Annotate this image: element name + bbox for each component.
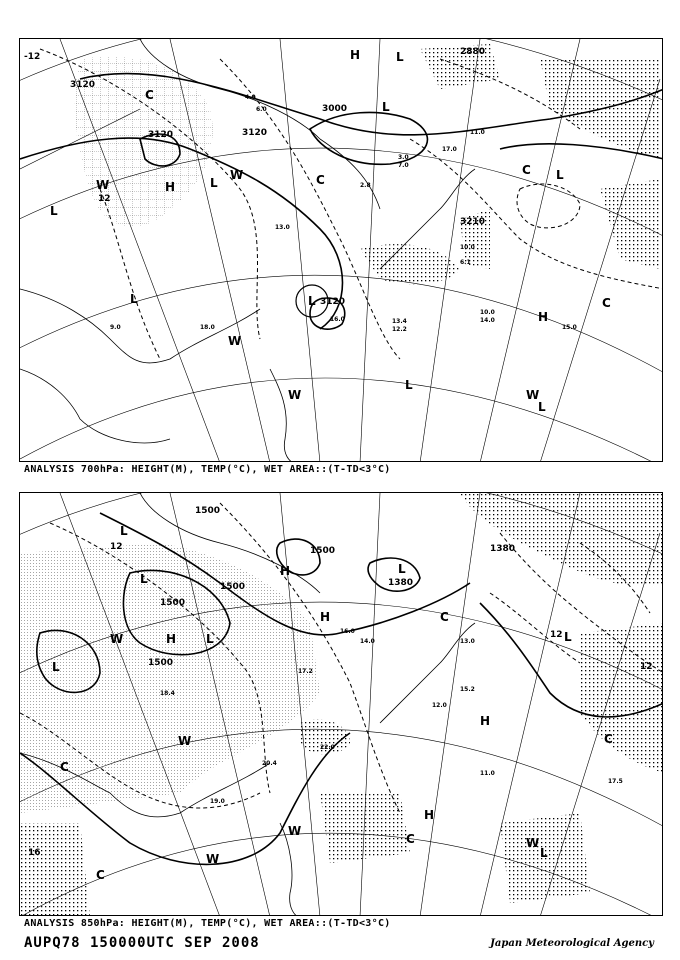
svg-text:H: H xyxy=(320,610,331,624)
svg-text:C: C xyxy=(440,610,449,624)
svg-text:3120: 3120 xyxy=(242,128,268,138)
svg-text:3120: 3120 xyxy=(70,80,96,90)
svg-text:1500: 1500 xyxy=(310,546,336,556)
svg-text:12: 12 xyxy=(640,662,653,672)
svg-text:C: C xyxy=(604,732,613,746)
svg-text:L: L xyxy=(140,572,148,586)
svg-text:1380: 1380 xyxy=(490,544,516,554)
svg-text:C: C xyxy=(60,760,69,774)
svg-text:L: L xyxy=(396,50,404,64)
svg-text:W: W xyxy=(206,852,220,866)
svg-text:H: H xyxy=(424,808,435,822)
svg-text:6.1: 6.1 xyxy=(460,259,471,266)
svg-text:L: L xyxy=(210,176,218,190)
svg-text:C: C xyxy=(316,173,325,187)
svg-text:13.4: 13.4 xyxy=(392,318,407,325)
svg-text:2880: 2880 xyxy=(460,47,486,57)
svg-text:11.0: 11.0 xyxy=(470,129,485,136)
svg-text:W: W xyxy=(230,168,244,182)
svg-text:16.0: 16.0 xyxy=(340,628,355,635)
svg-text:W: W xyxy=(526,836,540,850)
svg-text:C: C xyxy=(522,163,531,177)
svg-text:1380: 1380 xyxy=(388,578,414,588)
svg-text:W: W xyxy=(178,734,192,748)
svg-text:3.0: 3.0 xyxy=(398,154,409,161)
svg-text:L: L xyxy=(398,562,406,576)
svg-text:11.0: 11.0 xyxy=(480,770,495,777)
svg-text:L: L xyxy=(538,400,546,414)
svg-text:20.4: 20.4 xyxy=(262,760,277,767)
svg-text:1500: 1500 xyxy=(220,582,246,592)
svg-text:W: W xyxy=(526,388,540,402)
svg-text:W: W xyxy=(288,388,302,402)
svg-text:10.0: 10.0 xyxy=(480,309,495,316)
svg-text:19.0: 19.0 xyxy=(210,798,225,805)
svg-text:16: 16 xyxy=(28,848,41,858)
svg-text:L: L xyxy=(382,100,390,114)
svg-text:H: H xyxy=(480,714,491,728)
svg-text:H: H xyxy=(280,564,291,578)
svg-text:L: L xyxy=(540,846,548,860)
svg-text:12.2: 12.2 xyxy=(392,326,407,333)
svg-text:L: L xyxy=(130,292,138,306)
caption-700hpa: ANALYSIS 700hPa: HEIGHT(M), TEMP(°C), WET AREA::(T-TD<3°C) xyxy=(24,464,391,475)
svg-text:17.5: 17.5 xyxy=(608,778,623,785)
svg-text:L: L xyxy=(52,660,60,674)
svg-text:7.0: 7.0 xyxy=(398,162,409,169)
svg-text:-12: -12 xyxy=(24,52,41,62)
svg-text:12: 12 xyxy=(550,630,563,640)
svg-text:C: C xyxy=(406,832,415,846)
svg-text:14.0: 14.0 xyxy=(360,638,375,645)
svg-text:3210: 3210 xyxy=(460,217,486,227)
svg-text:C: C xyxy=(602,296,611,310)
svg-text:13.0: 13.0 xyxy=(275,224,290,231)
svg-text:17.0: 17.0 xyxy=(442,146,457,153)
svg-text:H: H xyxy=(538,310,549,324)
svg-text:L: L xyxy=(120,524,128,538)
svg-text:C: C xyxy=(145,88,154,102)
svg-text:18.4: 18.4 xyxy=(160,690,175,697)
svg-text:18.0: 18.0 xyxy=(200,324,215,331)
svg-text:9.0: 9.0 xyxy=(110,324,121,331)
svg-text:L: L xyxy=(206,632,214,646)
svg-text:W: W xyxy=(96,178,110,192)
svg-text:17.2: 17.2 xyxy=(298,668,313,675)
svg-text:10.0: 10.0 xyxy=(460,244,475,251)
svg-text:H: H xyxy=(165,180,176,194)
svg-text:L: L xyxy=(308,294,316,308)
svg-text:L: L xyxy=(564,630,572,644)
chart-code: AUPQ78 150000UTC SEP 2008 xyxy=(24,935,260,951)
weather-map-850hpa xyxy=(20,493,663,916)
svg-text:1500: 1500 xyxy=(160,598,186,608)
svg-text:W: W xyxy=(228,334,242,348)
svg-text:16.0: 16.0 xyxy=(330,316,345,323)
map-panel-850hpa xyxy=(19,492,663,916)
svg-text:12: 12 xyxy=(98,194,111,204)
map-panel-700hpa xyxy=(19,38,663,462)
svg-text:4.0: 4.0 xyxy=(245,94,256,101)
svg-text:12: 12 xyxy=(110,542,123,552)
svg-text:13.0: 13.0 xyxy=(460,638,475,645)
weather-map-700hpa xyxy=(20,39,663,462)
svg-text:W: W xyxy=(288,824,302,838)
svg-text:W: W xyxy=(110,632,124,646)
svg-text:15.0: 15.0 xyxy=(562,324,577,331)
svg-text:3000: 3000 xyxy=(322,104,348,114)
agency-name: Japan Meteorological Agency xyxy=(490,938,654,949)
svg-text:H: H xyxy=(350,48,361,62)
svg-text:1500: 1500 xyxy=(195,506,221,516)
svg-text:6.0: 6.0 xyxy=(256,106,267,113)
svg-text:1500: 1500 xyxy=(148,658,174,668)
svg-text:12.0: 12.0 xyxy=(432,702,447,709)
svg-text:14.0: 14.0 xyxy=(480,317,495,324)
wet-areas xyxy=(20,493,663,916)
svg-text:3120: 3120 xyxy=(320,297,346,307)
svg-text:L: L xyxy=(50,204,58,218)
svg-text:15.2: 15.2 xyxy=(460,686,475,693)
svg-text:H: H xyxy=(166,632,177,646)
svg-text:22.0: 22.0 xyxy=(320,744,335,751)
svg-text:C: C xyxy=(96,868,105,882)
svg-text:2.8: 2.8 xyxy=(360,182,371,189)
caption-850hpa: ANALYSIS 850hPa: HEIGHT(M), TEMP(°C), WET AREA::(T-TD<3°C) xyxy=(24,918,391,929)
svg-text:L: L xyxy=(556,168,564,182)
svg-text:L: L xyxy=(405,378,413,392)
svg-text:3120: 3120 xyxy=(148,130,174,140)
